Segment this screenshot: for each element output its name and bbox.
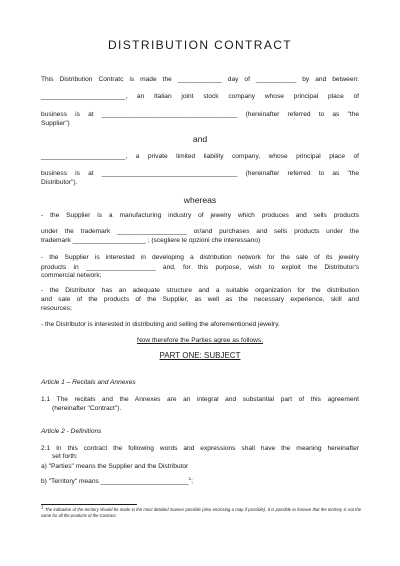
- part-one-heading: PART ONE: SUBJECT: [159, 351, 241, 360]
- whereas-line: and sale of the products of the Supplier, as well as the necessary experience, skill and: [41, 296, 359, 303]
- whereas-line: resources;: [41, 305, 72, 312]
- intro-line: Supplier"): [41, 120, 70, 127]
- definition-item-b: [41, 475, 359, 486]
- footnote: [41, 504, 361, 519]
- footnote-mark: 1: [41, 504, 44, 510]
- intro-line: _______________________, an Italian joint stock company whose principal place of: [41, 93, 359, 100]
- document-title: DISTRIBUTION CONTRACT: [107, 38, 293, 52]
- definition-item-b-end: ;: [191, 478, 194, 485]
- article-2-text: 2.1 In this contract the following words and expressions shall have the meaning hereinafter: [41, 445, 359, 452]
- whereas-line: under the trademark ___________________ or/and purchases and sells products under the: [41, 228, 359, 235]
- definition-item-a: a) "Parties" means the Supplier and the Distributor: [41, 463, 189, 470]
- intro-line: This Distribution Contratc is made the ____________ day of ___________ by and between:: [41, 76, 359, 83]
- second-party-line: _______________________, a private limited liability company, whose principal place of: [41, 153, 359, 160]
- whereas-line: commercial network;: [41, 272, 102, 279]
- article-2-heading: Article 2 - Definitions: [41, 428, 102, 435]
- agreement-line: Now therefore the Parties agree as follows:: [136, 337, 264, 344]
- article-2-text: set forth:: [52, 453, 78, 460]
- second-party-line: business is at _____________________________________ (hereinafter referred to as "the: [41, 170, 359, 177]
- footnote-divider: [41, 504, 137, 505]
- whereas-line: - the Supplier is a manufacturing industry of jewelry which produces and sells products: [41, 212, 359, 219]
- article-1-text: 1.1 The recitals and the Annexes are an integral and substantial part of this agreement: [41, 396, 359, 403]
- footnote-reference[interactable]: 1: [188, 475, 192, 481]
- whereas-line: - the Distributor has an adequate structure and a suitable organization for the distribution: [41, 287, 359, 294]
- second-party-line: Distributor").: [41, 179, 78, 186]
- and-heading: and: [192, 134, 208, 144]
- whereas-line: - the Supplier is interested in developing a distribution network for the sale of its jewelry: [41, 254, 359, 261]
- whereas-line: products in ___________________ and, for this purpose, wish to exploit the Distributor's: [41, 264, 359, 271]
- article-1-heading: Article 1 – Recitals and Annexes: [41, 379, 136, 386]
- definition-item-b-text: b) "Territory" means ________________________: [41, 478, 189, 485]
- whereas-heading: whereas: [183, 195, 217, 205]
- footnote-text: The indication of the territory should be made in the most detailed manner possible (also enclosing a map if possible). It is possible to foresee that the territory is not the same for all the products of the Contract.: [41, 507, 361, 518]
- article-1-text: (hereinafter "Contract").: [52, 405, 122, 412]
- intro-line: business is at _____________________________________ (hereinafter referred to as "the: [41, 111, 359, 118]
- whereas-clause-4: - the Distributor is interested in distributing and selling the aforementioned jewelry.: [41, 321, 280, 328]
- whereas-line: trademark ____________________ ; (scegliere le opzioni che interessano): [41, 237, 261, 244]
